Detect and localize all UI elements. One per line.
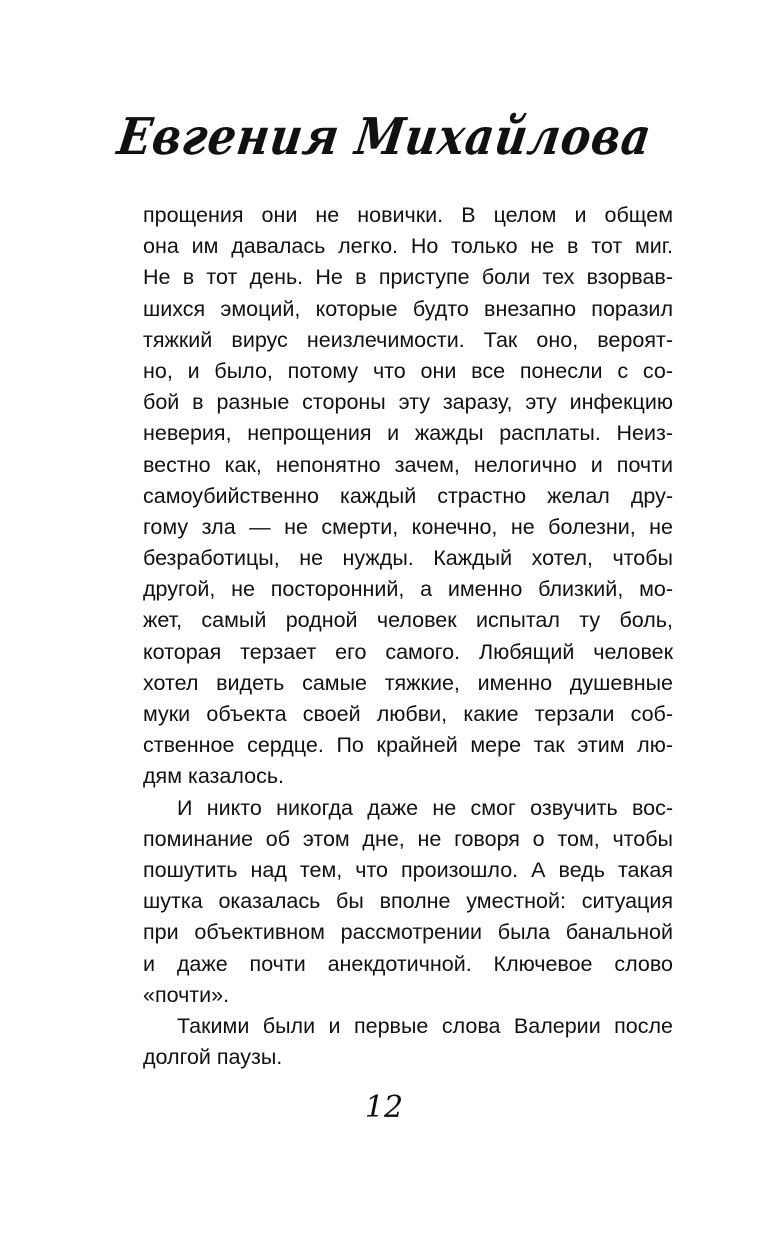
text-line: ственное сердце. По крайней мере так этим лю-: [143, 733, 673, 758]
running-header: [0, 98, 768, 178]
page-number: 12: [364, 1090, 404, 1125]
text-line: жет, самый родной человек испытал ту боль,: [143, 608, 673, 633]
text-line: гому зла — не смерти, конечно, не болезни, не: [143, 514, 673, 539]
text-line: вестно как, непонятно зачем, нелогично и почти: [143, 452, 673, 477]
text-line: пошутить над тем, что произошло. А ведь такая: [143, 857, 673, 882]
text-line: И никто никогда даже не смог озвучить вос-: [177, 795, 673, 820]
text-line: прощения они не новички. В целом и общем: [143, 203, 673, 227]
body-text: [143, 200, 673, 1073]
text-line: бой в разные стороны эту заразу, эту инфекцию: [143, 390, 673, 415]
text-line: тяжкий вирус неизлечимости. Так оно, вероят-: [143, 327, 673, 352]
text-line: самоубийственно каждый страстно желал дру-: [143, 483, 673, 508]
text-line: хотел видеть самые тяжкие, именно душевные: [143, 670, 673, 695]
text-line: поминание об этом дне, не говоря о том, чтобы: [143, 826, 673, 851]
text-line: безработицы, не нужды. Каждый хотел, чтобы: [143, 546, 673, 571]
text-line: неверия, непрощения и жажды расплаты. Неиз-: [143, 421, 673, 446]
text-line: которая терзает его самого. Любящий человек: [143, 639, 673, 664]
text-line: Не в тот день. Не в приступе боли тех взорвав-: [143, 265, 673, 290]
text-line: шутка оказалась бы вполне уместной: ситуация: [143, 889, 673, 914]
text-line: но, и было, потому что они все понесли с со-: [143, 358, 673, 383]
text-line: муки объекта своей любви, какие терзали соб-: [143, 702, 673, 726]
text-line: Такими были и первые слова Валерии после: [177, 1013, 673, 1038]
text-line: при объективном рассмотрении была банальной: [143, 920, 673, 945]
text-line: другой, не посторонний, а именно близкий, мо-: [143, 577, 673, 602]
text-line: и даже почти анекдотичной. Ключевое слово: [143, 951, 673, 976]
text-line: шихся эмоций, которые будто внезапно поразил: [143, 296, 673, 321]
text-line: «почти».: [143, 982, 230, 1007]
text-line: она им давалась легко. Но только не в тот миг.: [143, 234, 673, 259]
text-line: дям казалось.: [143, 764, 285, 789]
text-line: долгой паузы.: [143, 1045, 283, 1070]
author-name: Евгения Михайлова: [113, 108, 655, 167]
